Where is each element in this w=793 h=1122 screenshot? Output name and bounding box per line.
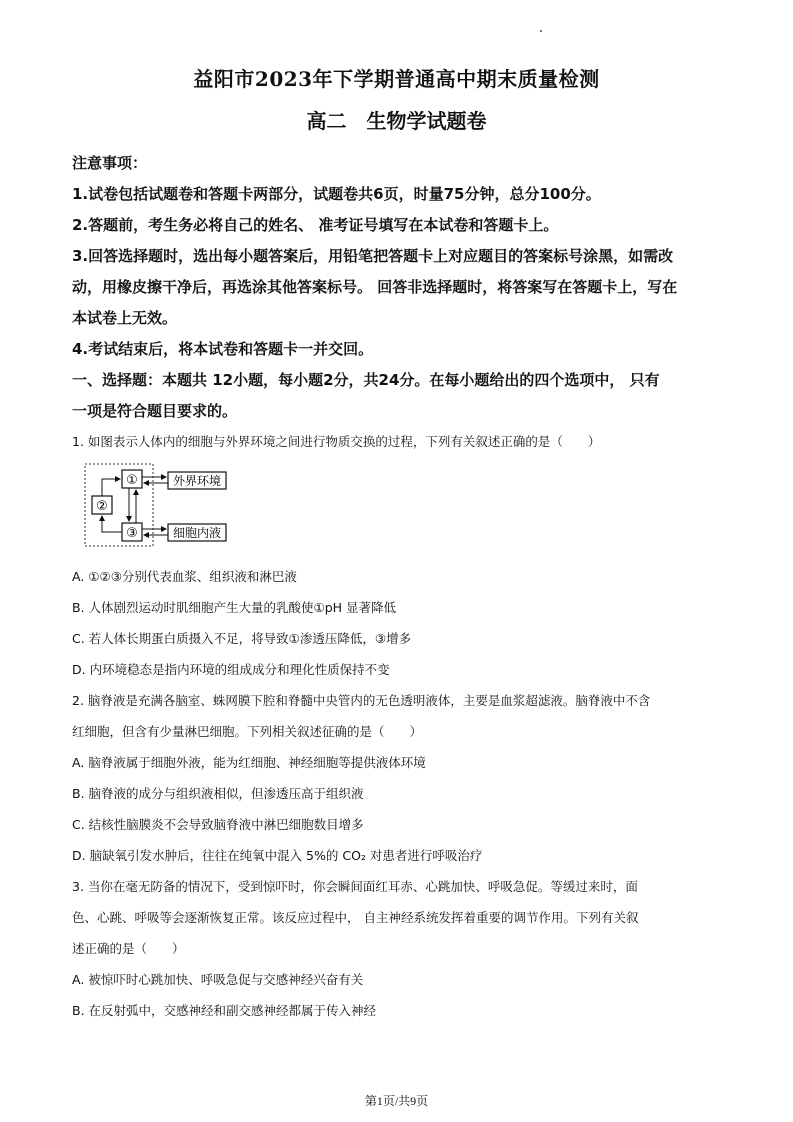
section-heading: 一、选择题：本题共 12小题，每小题2分，共24分。在每小题给出的四个选项中， 只有 xyxy=(72,371,660,389)
q2-option-a: A. 脑脊液属于细胞外液，能为红细胞、神经细胞等提供液体环境 xyxy=(72,755,426,770)
question-3-stem-cont: 色、心跳、呼吸等会逐渐恢复正常。该反应过程中， 自主神经系统发挥着重要的调节作用。下列有关叙 xyxy=(72,910,639,925)
question-2-stem: 2. 脑脊液是充满各脑室、蛛网膜下腔和脊髓中央管内的无色透明液体，主要是血浆超滤液。脑脊液中不含 xyxy=(72,693,651,708)
arrow-2-to-1 xyxy=(102,479,120,496)
notice-item: 4.考试结束后，将本试卷和答题卡一并交回。 xyxy=(72,340,374,358)
question-1-stem: 1. 如图表示人体内的细胞与外界环境之间进行物质交换的过程，下列有关叙述正确的是（ ） xyxy=(72,434,601,449)
notice-heading: 注意事项： xyxy=(72,154,148,172)
notice-item: 3.回答选择题时，选出每小题答案后，用铅笔把答题卡上对应题目的答案标号涂黑，如需改 xyxy=(72,247,674,265)
q1-option-b: B. 人体剧烈运动时肌细胞产生大量的乳酸使①pH 显著降低 xyxy=(72,600,397,615)
exam-subtitle: 高二 生物学试题卷 xyxy=(306,109,487,133)
q2-option-b: B. 脑脊液的成分与组织液相似，但渗透压高于组织液 xyxy=(72,786,364,801)
section-heading-cont: 一项是符合题目要求的。 xyxy=(72,402,238,420)
q1-option-a: A. ①②③分别代表血浆、组织液和淋巴液 xyxy=(72,569,297,584)
question-3-stem: 3. 当你在毫无防备的情况下，受到惊吓时，你会瞬间面红耳赤、心跳加快、呼吸急促。等缓过来时，面 xyxy=(72,879,638,894)
page-footer: 第1页/共9页 xyxy=(364,1094,429,1108)
notice-item: 1.试卷包括试题卷和答题卡两部分，试题卷共6页，时量75分钟，总分100分。 xyxy=(72,185,601,203)
notice-item: 2.答题前，考生务必将自己的姓名、 准考证号填写在本试卷和答题卡上。 xyxy=(72,216,559,234)
q1-option-c: C. 若人体长期蛋白质摄入不足，将导致①渗透压降低，③增多 xyxy=(72,631,412,646)
question-2-stem-cont: 红细胞，但含有少量淋巴细胞。下列相关叙述征确的是（ ） xyxy=(72,724,423,739)
notice-item: 动，用橡皮擦干净后，再选涂其他答案标号。 回答非选择题时，将答案写在答题卡上，写在 xyxy=(72,278,678,296)
node-1-label: ① xyxy=(126,473,138,488)
q2-option-c: C. 结核性脑膜炎不会导致脑脊液中淋巴细胞数目增多 xyxy=(72,817,364,832)
q3-option-b: B. 在反射弧中，交感神经和副交感神经都属于传入神经 xyxy=(72,1003,377,1018)
node-3-label: ③ xyxy=(126,526,138,541)
exam-title: 益阳市2023年下学期普通高中期末质量检测 xyxy=(193,67,600,91)
q1-option-d: D. 内环境稳态是指内环境的组成成分和理化性质保持不变 xyxy=(72,662,390,677)
scan-speck xyxy=(540,30,542,32)
node-2-label: ② xyxy=(96,499,108,514)
outer-env-label: 外界环境 xyxy=(172,474,222,488)
exchange-diagram xyxy=(84,463,244,549)
notice-item: 本试卷上无效。 xyxy=(72,309,178,327)
cell-fluid-label: 细胞内液 xyxy=(172,526,222,540)
q2-option-d: D. 脑缺氧引发水肿后，往往在纯氧中混入 5%的 CO₂ 对患者进行呼吸治疗 xyxy=(72,848,483,863)
q3-option-a: A. 被惊吓时心跳加快、呼吸急促与交感神经兴奋有关 xyxy=(72,972,364,987)
arrow-3-to-2 xyxy=(102,516,122,532)
question-3-stem-end: 述正确的是（ ） xyxy=(72,941,185,956)
